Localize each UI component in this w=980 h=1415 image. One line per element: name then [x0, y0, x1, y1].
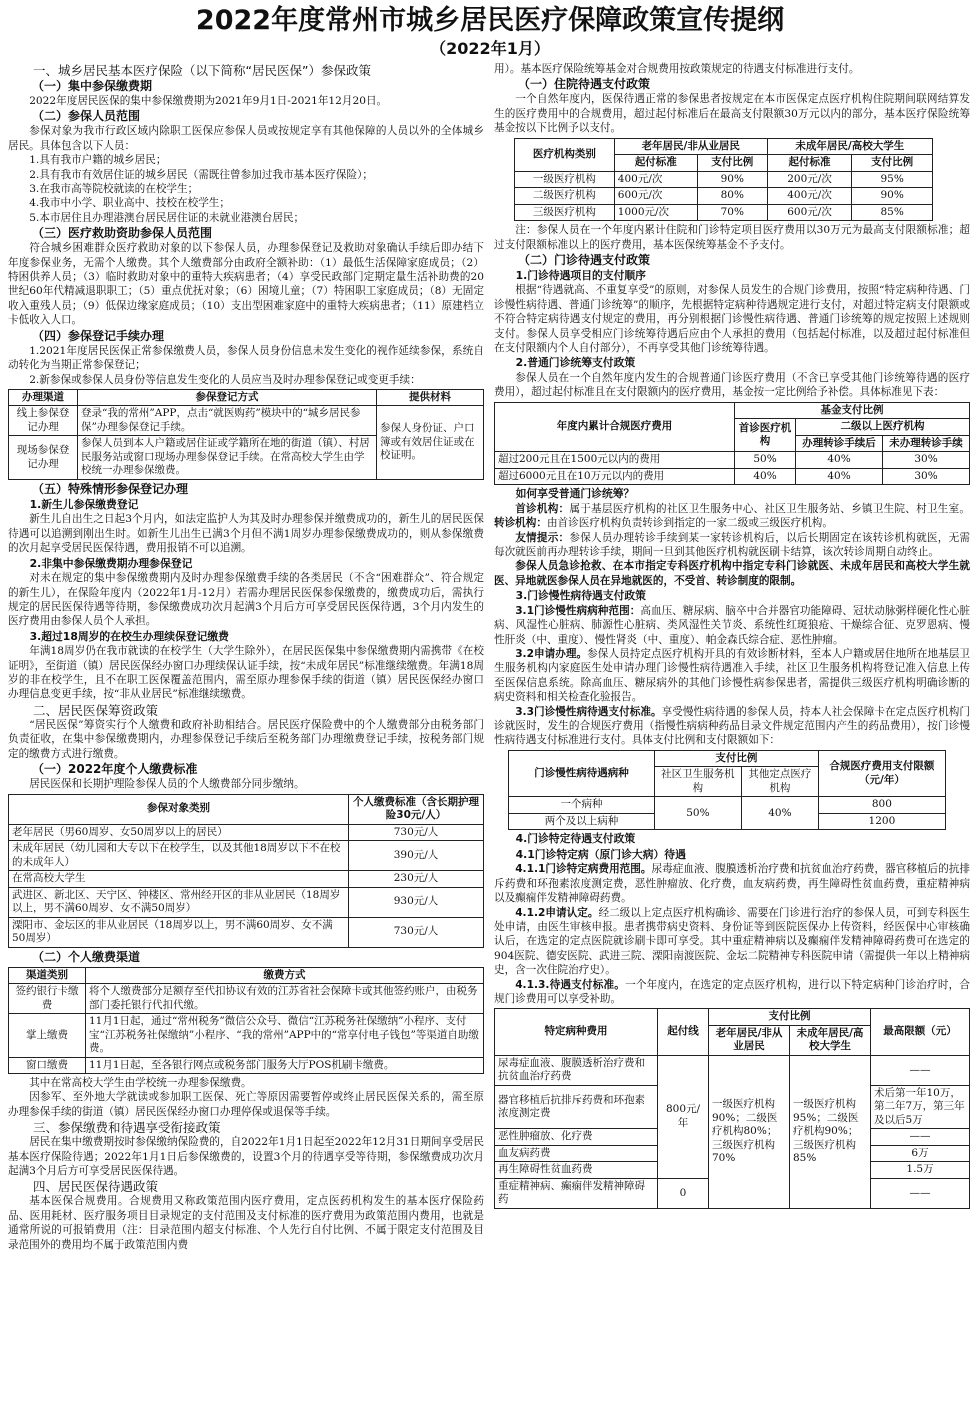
table-cell: 恶性肿瘤放、化疗费 — [495, 1129, 658, 1146]
table-row — [509, 797, 946, 814]
table-header: 起付线 — [658, 1009, 709, 1056]
table-cell: 一级医疗机构95%；二级医疗机构90%；三级医疗机构85% — [790, 1055, 871, 1208]
table-cell: 730元/人 — [349, 824, 484, 841]
table-cell: 230元/人 — [349, 871, 484, 888]
document-date: （2022年1月） — [430, 39, 550, 58]
table-row — [9, 984, 484, 1014]
label: 首诊机构： — [515, 502, 570, 515]
subsection-heading: （一）集中参保缴费期 — [32, 79, 153, 93]
table-cell: 800元/年 — [658, 1055, 709, 1178]
section-heading: 四、居民医保待遇政策 — [33, 1179, 159, 1195]
subsection-heading: （三）医疗救助资助参保人员范围 — [32, 226, 213, 241]
table-row — [495, 1055, 970, 1085]
table-header: 支付比例 — [697, 155, 767, 172]
table-header: 特定病种费用 — [495, 1009, 658, 1056]
table-cell: 90% — [852, 188, 933, 205]
table-row — [515, 204, 933, 221]
paragraph: 1.2021年度居民医保正常参保缴费人员，参保人员身份信息未发生变化的视作延续参保，系统自动转化为当期正常参保登记； — [8, 344, 484, 372]
list-item: 4.我市中小学、职业高中、技校在校学生； — [29, 197, 230, 210]
table-header: 办理渠道 — [9, 389, 78, 406]
document-title: 2022年度常州市城乡居民医疗保障政策宣传提纲 — [195, 5, 785, 36]
table-cell: 超过200元且在1500元以内的费用 — [495, 452, 735, 469]
table-cell: 40% — [735, 468, 796, 485]
table-cell: 器官移植后抗排斥药费和环孢素浓度测定费 — [495, 1085, 658, 1129]
table-row — [9, 871, 484, 888]
table-header: 渠道类别 — [9, 967, 86, 984]
table-cell: 参保人身份证、户口簿或有效居住证或在校证明。 — [377, 406, 484, 480]
table-cell: 930元/人 — [349, 887, 484, 917]
table-header: 提供材料 — [377, 389, 484, 406]
table-cell: 40% — [741, 797, 818, 830]
table-cell: 400元/次 — [767, 188, 852, 205]
paragraph: 根据“待遇就高、不重复享受”的原则，对参保人员发生的合规门诊费用，按照“特定病种待遇、门诊慢性病待遇、普通门诊统筹”的顺序，先根据特定病种待遇规定进行支付，对超过特定病支付限额或不符合特定病待遇支付规定的费用，再分别根据门诊慢性病待遇、普通门诊统筹的规定按照上述规则支付。参保人员享受相应门诊统筹待遇后应由个人承担的费用（包括起付标准，以及超过起付标准但在支付限额内个人自付部分），不再享受其他门诊统筹待遇。 — [494, 284, 970, 355]
label: 4.1.2申请认定。 — [515, 906, 599, 919]
table-header: 参保对象类别 — [9, 794, 349, 824]
special-disease-table — [494, 1008, 970, 1209]
paragraph: 年满18周岁仍在我市就读的在校学生（大学生除外），在居民医保集中参保缴费期内需携带《在校证明》，至街道（镇）居民医保经办窗口办理续保认证手续，按“未成年居民”标准继续缴费。年满18周岁的非在校学生，且不在职工医保覆盖范围内，需至原办理参保手续的街道（镇）居民医保经办窗口办理信息变更手续，按“非从业居民”标准继续缴费。 — [8, 645, 484, 701]
subsection-heading: （一）住院待遇支付政策 — [518, 77, 651, 92]
text: 参保人员持定点医疗机构开具的有效诊断材料，至本人户籍或居住地所在地基层卫生服务机构内家庭医生处申请办理门诊慢性病待遇准入手续，社区卫生服务机构将登记准入信息上传至医保信息系统。除高血压、糖尿病外的其他门诊慢性病参保患者，需提供三级医疗机构明确诊断的病史资料和相关检查化验报告。 — [494, 647, 970, 704]
paragraph: “居民医保”筹资实行个人缴费和政府补助相结合。居民医疗保险费中的个人缴费部分由税务部门负责征收，在集中参保缴费期内，办理参保登记手续后至税务部门办理缴费登记手续，按税务部门规定的缴费方式进行缴费。 — [8, 718, 484, 760]
text: 属于基层医疗机构的社区卫生服务中心、社区卫生服务站、乡镇卫生院、村卫生室。 — [569, 502, 971, 515]
paragraph: 基本医保合规费用。合规费用又称政策范围内医疗费用，定点医药机构发生的基本医疗保险药品、医用耗材、医疗服务项目目录规定的支付范围及支付标准的医疗费用为政策范围内费用，也就是通常所说的可报销费用（注：目录范围内超支付标准、个人先行自付比例、不属于限定支付范围及目录范围外的费用均不属于政策范围内费 — [8, 1195, 484, 1251]
table-header-row — [9, 794, 484, 824]
table-cell: 一级医疗机构 — [515, 171, 615, 188]
paragraph: 新生儿自出生之日起3个月内，如法定监护人为其及时办理参保并缴费成功的，新生儿的居民医保待遇可以追溯到刚出生时。如新生儿出生已满3个月但不满1周岁办理参保缴费成功的，则从参保缴费的次月起享受居民医保待遇，费用报销不可以追溯。 — [8, 513, 484, 555]
table-cell: 现场参保登记办理 — [9, 436, 78, 480]
table-cell: 600元/次 — [614, 188, 697, 205]
label: 3.1门诊慢性病病种范围： — [515, 604, 641, 617]
table-header: 其他定点医疗机构 — [741, 767, 818, 797]
paragraph: 符合城乡困难群众医疗救助对象的以下参保人员，办理参保登记及救助对象确认手续后即办结下年度参保业务，无需个人缴费。其个人缴费部分由政府全额补助：（1）最低生活保障家庭成员；（2）特困供养人员；（3）临时救助对象中的重特大疾病患者；（4）享受民政部门定期定量生活补助费的20世纪60年代精减退职职工；（5）重点优抚对象；（6）困境儿童；（7）特困职工家庭成员；（8）无固定收入重残人员；（9）低保边缘家庭成员；（10）支出型困难家庭中的重特大疾病患者；（11）原建档立卡低收入人口。 — [8, 242, 484, 327]
table-cell: 超过6000元且在10万元以内的费用 — [495, 468, 735, 485]
table-header: 未办理转诊手续 — [883, 435, 970, 452]
table-cell: 1000元/次 — [614, 204, 697, 221]
right-column — [494, 62, 970, 1252]
chronic-disease-table — [508, 750, 946, 831]
table-cell: 11月1日起，至各银行网点或税务部门服务大厅POS机刷卡缴费。 — [86, 1057, 484, 1074]
outpatient-pooling-table — [494, 402, 970, 486]
paragraph: 其中在常高校大学生由学校统一办理参保缴费。 — [29, 1077, 252, 1089]
table-cell: —— — [871, 1129, 970, 1146]
table-cell: 线上参保登记办理 — [9, 406, 78, 436]
two-column-body — [8, 62, 972, 1252]
table-cell: 1.5万 — [871, 1162, 970, 1179]
table-row — [495, 452, 970, 469]
text: 参保人员办理转诊手续到某一家转诊机构后，以后长期固定在该转诊机构就医，无需每次就医前再办理转诊手续，期间一旦到其他医疗机构就医刷卡结算，该次转诊周期自动终止。 — [494, 531, 971, 558]
table-cell: 尿毒症血液、腹膜透析治疗费和抗贫血治疗药费 — [495, 1055, 658, 1085]
paragraph: 参保人员在一个自然年度内发生的合规普通门诊医疗费用（不含已享受其他门诊统筹待遇的医疗费用），超过起付标准且在支付限额内的医疗费用，基金按一定比例给予补偿。具体标准见下表： — [494, 371, 970, 399]
table-header: 老年居民/非从业居民 — [709, 1025, 790, 1055]
paragraph — [494, 705, 970, 748]
subsection-heading: （五）特殊情形参保登记办理 — [32, 481, 189, 496]
table-header: 最高限额（元） — [871, 1009, 970, 1056]
table-header: 社区卫生服务机构 — [654, 767, 741, 797]
table-header-row — [509, 750, 946, 767]
table-cell: 签约银行卡缴费 — [9, 984, 86, 1014]
text: 参保人员急诊抢救、在本市指定专科医疗机构中指定专科门诊就医、未成年居民和高校大学生就医、异地就医参保人员在异地就医的，不受首、转诊制度的限制。 — [494, 560, 970, 587]
table-cell: —— — [871, 1178, 970, 1208]
item-heading: 如何享受普通门诊统筹？ — [515, 487, 635, 501]
item-heading: 1.新生儿参保缴费登记 — [29, 497, 139, 511]
label: 转诊机构： — [494, 517, 547, 530]
item-heading: 3.门诊慢性病待遇支付政策 — [515, 589, 646, 603]
table-cell: 800 — [818, 797, 945, 814]
item-heading: 1.门诊待遇项目的支付顺序 — [515, 268, 646, 282]
list-item: 5.本市居住且办理港澳台居民居住证的未就业港澳台居民； — [29, 211, 305, 224]
label: 3.2申请办理。 — [515, 647, 588, 660]
subsection-heading: （二）个人缴费渠道 — [32, 949, 141, 964]
table-header: 未成年居民/高校大学生 — [790, 1025, 871, 1055]
label: 4.1.1门诊特定病费用范围。 — [515, 863, 652, 876]
text: 享受慢性病待遇的参保人员，持本人社会保障卡在定点医疗机构门诊就医时，发生的合规医疗费用（指慢性病病种药品目录文件规定范围内产生的药品费用），按门诊慢性病待遇支付标准进行支付。具体支付比例和支付限额如下： — [494, 705, 971, 747]
paragraph — [494, 647, 970, 705]
label: 3.3门诊慢性病待遇支付标准。 — [515, 705, 662, 718]
table-cell: 重症精神病、癫痫伴发精神障碍药 — [495, 1178, 658, 1208]
table-cell: 50% — [735, 452, 796, 469]
table-cell: 三级医疗机构 — [515, 204, 615, 221]
table-cell: 95% — [852, 171, 933, 188]
paragraph — [494, 978, 970, 1007]
table-row — [9, 1014, 484, 1058]
table-cell: 85% — [852, 204, 933, 221]
table-cell: 390元/人 — [349, 841, 484, 871]
paragraph — [494, 604, 970, 647]
table-header-row — [9, 967, 484, 984]
paragraph: 居民医保和长期护理险参保人员的个人缴费部分同步缴纳。 — [29, 778, 305, 791]
subsection-heading: （二）参保人员范围 — [32, 109, 141, 124]
contribution-standard-table — [8, 794, 484, 948]
note-paragraph: 注：参保人员在一个年度内累计住院和门诊特定项目医疗费用以30万元为最高支付限额标准；超过支付限额标准以上的医疗费用，基本医保统筹基金不予支付。 — [494, 224, 970, 251]
table-header: 老年居民/非从业居民 — [614, 138, 767, 155]
paragraph: 用）。基本医疗保险统筹基金对合规费用按政策规定的待遇支付标准进行支付。 — [494, 63, 860, 75]
table-header: 参保登记方式 — [78, 389, 377, 406]
table-header: 办理转诊手续后 — [796, 435, 883, 452]
paragraph: 一个自然年度内，医保待遇正常的参保患者按规定在本市医保定点医疗机构住院期间联网结算发生的医疗费用中的合规费用，超过起付标准后在最高支付限额30万元以内的部分，基本医疗保险统筹基金按以下比例予以支付。 — [494, 93, 970, 135]
table-cell: 在常高校大学生 — [9, 871, 349, 888]
table-header-row — [515, 138, 933, 155]
table-cell: 再生障碍性贫血药费 — [495, 1162, 658, 1179]
text: 高血压、糖尿病、脑卒中合并器官功能障碍、冠状动脉粥样硬化性心脏病、风湿性心脏病、肺源性心脏病、类风湿性关节炎、系统性红斑狼疮、干燥综合征、克罗恩病、慢性肝炎（中、重度）、慢性肾炎（中、重度）、帕金森氏综合症、恶性肿瘤。 — [494, 604, 970, 646]
table-cell: 两个及以上病种 — [509, 813, 655, 830]
section-heading: 二、居民医保筹资政策 — [33, 702, 159, 718]
table-header: 起付标准 — [767, 155, 852, 172]
paragraph: 2022年度居民医保的集中参保缴费期为2021年9月1日-2021年12月20日。 — [29, 95, 388, 107]
section-heading: 三、参保缴费和待遇享受衔接政策 — [33, 1120, 221, 1136]
table-row — [9, 1057, 484, 1074]
list-item: 3.在我市高等院校就读的在校学生； — [29, 183, 199, 196]
subsection-heading: （一）2022年度个人缴费标准 — [32, 762, 198, 777]
paragraph: 因参军、至外地大学就读或参加职工医保、死亡等原因需要暂停或终止居民医保关系的，需至原办理参保手续的街道（镇）居民医保经办窗口办理停保或退保等手续。 — [8, 1091, 484, 1118]
item-heading: 3.超过18周岁的在校生办理续保登记缴费 — [29, 629, 229, 643]
table-header: 二级以上医疗机构 — [796, 419, 970, 436]
table-cell: 40% — [796, 452, 883, 469]
table-header: 起付标准 — [614, 155, 697, 172]
table-row — [9, 406, 484, 436]
table-row — [9, 841, 484, 871]
table-header: 缴费方式 — [86, 967, 484, 984]
table-cell: 50% — [654, 797, 741, 830]
table-header-row — [495, 402, 970, 419]
list-item: 1.具有我市户籍的城乡居民； — [29, 154, 167, 167]
table-cell: 掌上缴费 — [9, 1014, 86, 1058]
paragraph — [494, 862, 970, 905]
table-cell: 将个人缴费部分足额存至代扣协议有效的江苏省社会保障卡或其他签约账户，由税务部门委托银行代扣代缴。 — [86, 984, 484, 1014]
table-cell: 武进区、新北区、天宁区、钟楼区、常州经开区的非从业居民（18周岁以上，男不满60周岁、女不满50周岁） — [9, 887, 349, 917]
payment-channel-table — [8, 967, 484, 1075]
table-row — [515, 188, 933, 205]
table-header: 合规医疗费用支付限额（元/年） — [818, 750, 945, 797]
table-cell: 400元/次 — [614, 171, 697, 188]
section-heading: 一、城乡居民基本医疗保险（以下简称“居民医保”）参保政策 — [33, 63, 371, 78]
table-cell: 40% — [796, 468, 883, 485]
paragraph: 参保对象为我市行政区域内除职工医保应参保人员或按规定享有其他保障的人员以外的全体城乡居民。具体包含以下人员： — [8, 125, 484, 152]
table-cell: 1200 — [818, 813, 945, 830]
paragraph — [494, 502, 970, 531]
table-cell: 血友病药费 — [495, 1145, 658, 1162]
table-cell: 30% — [883, 452, 970, 469]
table-row — [9, 887, 484, 917]
bold-paragraph — [494, 559, 970, 588]
table-cell: 11月1日起，通过“常州税务”微信公众号、微信“江苏税务社保缴纳”小程序、支付宝“江苏税务社保缴纳”小程序、“我的常州”APP中的“常享付电子钱包”等渠道自助缴费。 — [86, 1014, 484, 1058]
table-cell: 老年居民（男60周岁、女50周岁以上的居民） — [9, 824, 349, 841]
table-header: 支付比例 — [654, 750, 818, 767]
table-cell: 730元/人 — [349, 917, 484, 947]
table-header: 个人缴费标准（含长期护理险30元/人） — [349, 794, 484, 824]
table-cell: 80% — [697, 188, 767, 205]
table-cell: 登录“我的常州”APP，点击“就医购药”模块中的“城乡居民参保”办理参保登记手续。 — [78, 406, 377, 436]
table-cell: 一级医疗机构90%；二级医疗机构80%；三级医疗机构70% — [709, 1055, 790, 1208]
table-header: 支付比例 — [852, 155, 933, 172]
item-heading: 2.非集中参保缴费期办理参保登记 — [29, 556, 193, 570]
table-row — [9, 917, 484, 947]
table-cell: —— — [871, 1055, 970, 1085]
subsection-heading: （四）参保登记手续办理 — [32, 328, 165, 343]
paragraph: 2.新参保或参保人员身份等信息发生变化的人员应当及时办理参保登记或变更手续： — [29, 373, 421, 386]
table-cell: 二级医疗机构 — [515, 188, 615, 205]
item-heading: 4.门诊特定待遇支付政策 — [515, 832, 636, 846]
table-cell: 溧阳市、金坛区的非从业居民（18周岁以上，男不满60周岁、女不满50周岁） — [9, 917, 349, 947]
list-item: 2.具有我市有效居住证的城乡居民（需既往曾参加过我市基本医疗保险）； — [29, 168, 373, 181]
text: 由首诊医疗机构负责转诊到指定的一家二级或三级医疗机构。 — [546, 517, 833, 530]
text: 一个年度内，在选定的定点医疗机构，进行以下特定病种门诊治疗时，合规门诊费用可以享受补助。 — [494, 978, 970, 1005]
table-header: 基金支付比例 — [735, 402, 970, 419]
inpatient-payment-table — [514, 138, 933, 222]
table-row — [515, 171, 933, 188]
table-cell: 6万 — [871, 1145, 970, 1162]
paragraph — [494, 906, 970, 978]
table-cell: 200元/次 — [767, 171, 852, 188]
text: 经二级以上定点医疗机构确诊、需要在门诊进行治疗的参保人员，可到专科医生处申请，由医生审核申报。患者携带病史资料、身份证等到医院医保办上传资料，经医保中心审核确认后，在选定的定点医院就诊刷卡即可享受。其中重症精神病以及癫痫伴发精神障碍药费可在选定的904医院、德安医院、武进三院、溧阳南渡医院、金坛二院精神专科医院申请（需提供一年以上精神病史，含一次住院治疗史）。 — [494, 906, 970, 977]
registration-channel-table — [8, 389, 484, 480]
text: 尿毒症血液、腹膜透析治疗费和抗贫血治疗药费，器官移植后的抗排斥药费和环孢素浓度测定费，恶性肿瘤放、化疗费，血友病药费，再生障碍性贫血药费，重症精神病以及癫痫伴发精神障碍药费。 — [494, 863, 970, 905]
table-header: 门诊慢性病待遇病种 — [509, 750, 655, 797]
label: 友情提示： — [515, 531, 570, 544]
table-row — [9, 824, 484, 841]
table-header-row — [9, 389, 484, 406]
table-cell: 术后第一年10万，第二年7万，第三年及以后5万 — [871, 1085, 970, 1129]
table-header-row — [495, 1009, 970, 1026]
table-header: 年度内累计合规医疗费用 — [495, 402, 735, 452]
table-cell: 30% — [883, 468, 970, 485]
table-cell: 一个病种 — [509, 797, 655, 814]
table-cell: 参保人员到本人户籍或居住证或学籍所在地的街道（镇）、村居民服务站或窗口现场办理参保登记手续。在常高校大学生由学校统一办理参保缴费。 — [78, 436, 377, 480]
table-cell: 0 — [658, 1178, 709, 1208]
table-cell: 窗口缴费 — [9, 1057, 86, 1074]
table-header: 支付比例 — [709, 1009, 871, 1026]
table-cell: 未成年居民（幼儿园和大专以下在校学生，以及其他18周岁以下不在校的未成年人） — [9, 841, 349, 871]
table-header: 未成年居民/高校大学生 — [767, 138, 932, 155]
paragraph: 居民在集中缴费期按时参保缴纳保险费的，自2022年1月1日起至2022年12月31日期间享受居民基本医疗保险待遇；2022年1月1日后参保缴费的，设置3个月的待遇享受等待期，参保缴费成功次月起满3个月后方可享受居民医保待遇。 — [8, 1136, 484, 1178]
table-header: 首诊医疗机构 — [735, 419, 796, 452]
left-column — [8, 62, 484, 1252]
table-cell: 600元/次 — [767, 204, 852, 221]
table-header: 医疗机构类别 — [515, 138, 615, 171]
table-cell: 90% — [697, 171, 767, 188]
item-heading: 4.1门诊特定病（原门诊大病）待遇 — [515, 847, 686, 861]
paragraph — [494, 531, 970, 560]
paragraph: 对未在规定的集中参保缴费期内及时办理参保缴费手续的各类居民（不含“困难群众”、符合规定的新生儿），在保险年度内（2022年1月-12月）若需办理居民医保参保缴费的，缴费成功后，需执行规定的居民医保待遇等待期，参保缴费成功次月起满3个月后方可享受居民医保待遇，3个月内发生的医疗费用由参保人员个人承担。 — [8, 572, 484, 628]
subsection-heading: （二）门诊待遇支付政策 — [518, 252, 651, 267]
table-cell: 70% — [697, 204, 767, 221]
label: 4.1.3.待遇支付标准。 — [515, 978, 626, 991]
table-row — [495, 468, 970, 485]
item-heading: 2.普通门诊统筹支付政策 — [515, 356, 636, 370]
